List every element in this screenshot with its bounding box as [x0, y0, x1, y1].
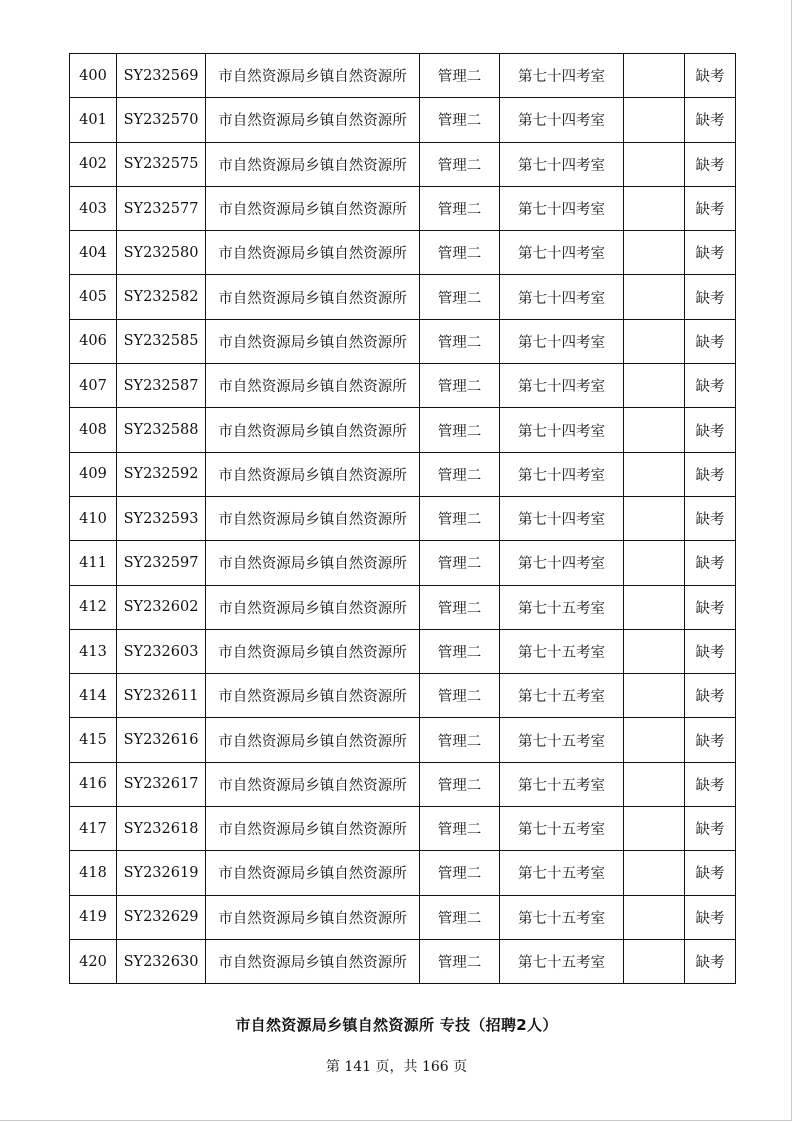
cell-employer-unit: 市自然资源局乡镇自然资源所 [206, 629, 420, 673]
cell-sequence-number: 406 [70, 319, 117, 363]
table-row [70, 718, 736, 762]
cell-remark: 缺考 [685, 408, 736, 452]
cell-exam-room: 第七十四考室 [500, 452, 624, 496]
cell-exam-room: 第七十五考室 [500, 939, 624, 983]
page-footer [0, 1056, 793, 1076]
cell-score [624, 674, 685, 718]
cell-score [624, 142, 685, 186]
cell-remark: 缺考 [685, 585, 736, 629]
cell-employer-unit: 市自然资源局乡镇自然资源所 [206, 319, 420, 363]
cell-employer-unit: 市自然资源局乡镇自然资源所 [206, 142, 420, 186]
cell-position: 管理二 [420, 541, 500, 585]
table-row [70, 142, 736, 186]
cell-score [624, 762, 685, 806]
cell-candidate-id: SY232616 [117, 718, 206, 762]
exam-roster-table [69, 53, 736, 984]
cell-candidate-id: SY232577 [117, 186, 206, 230]
cell-employer-unit: 市自然资源局乡镇自然资源所 [206, 408, 420, 452]
cell-employer-unit: 市自然资源局乡镇自然资源所 [206, 541, 420, 585]
cell-employer-unit: 市自然资源局乡镇自然资源所 [206, 231, 420, 275]
cell-score [624, 585, 685, 629]
cell-remark: 缺考 [685, 895, 736, 939]
cell-remark: 缺考 [685, 718, 736, 762]
cell-candidate-id: SY232588 [117, 408, 206, 452]
table-row [70, 319, 736, 363]
cell-score [624, 851, 685, 895]
cell-sequence-number: 404 [70, 231, 117, 275]
cell-position: 管理二 [420, 762, 500, 806]
cell-exam-room: 第七十四考室 [500, 364, 624, 408]
cell-remark: 缺考 [685, 939, 736, 983]
cell-score [624, 629, 685, 673]
cell-employer-unit: 市自然资源局乡镇自然资源所 [206, 275, 420, 319]
cell-exam-room: 第七十五考室 [500, 851, 624, 895]
table-row [70, 762, 736, 806]
cell-candidate-id: SY232569 [117, 54, 206, 98]
cell-position: 管理二 [420, 275, 500, 319]
footer-middle: 页，共 [375, 1059, 418, 1075]
current-page-number: 141 [344, 1059, 372, 1075]
cell-position: 管理二 [420, 408, 500, 452]
cell-remark: 缺考 [685, 674, 736, 718]
cell-candidate-id: SY232617 [117, 762, 206, 806]
cell-employer-unit: 市自然资源局乡镇自然资源所 [206, 496, 420, 540]
cell-sequence-number: 419 [70, 895, 117, 939]
cell-sequence-number: 414 [70, 674, 117, 718]
cell-exam-room: 第七十五考室 [500, 674, 624, 718]
cell-candidate-id: SY232587 [117, 364, 206, 408]
cell-candidate-id: SY232611 [117, 674, 206, 718]
cell-exam-room: 第七十四考室 [500, 408, 624, 452]
cell-remark: 缺考 [685, 364, 736, 408]
table-row [70, 98, 736, 142]
cell-exam-room: 第七十五考室 [500, 762, 624, 806]
cell-score [624, 319, 685, 363]
cell-candidate-id: SY232629 [117, 895, 206, 939]
cell-position: 管理二 [420, 142, 500, 186]
cell-candidate-id: SY232619 [117, 851, 206, 895]
table-row [70, 585, 736, 629]
cell-exam-room: 第七十四考室 [500, 54, 624, 98]
cell-employer-unit: 市自然资源局乡镇自然资源所 [206, 54, 420, 98]
cell-candidate-id: SY232570 [117, 98, 206, 142]
cell-employer-unit: 市自然资源局乡镇自然资源所 [206, 452, 420, 496]
cell-position: 管理二 [420, 807, 500, 851]
cell-employer-unit: 市自然资源局乡镇自然资源所 [206, 895, 420, 939]
cell-exam-room: 第七十四考室 [500, 142, 624, 186]
cell-position: 管理二 [420, 98, 500, 142]
cell-sequence-number: 420 [70, 939, 117, 983]
cell-employer-unit: 市自然资源局乡镇自然资源所 [206, 674, 420, 718]
table-row [70, 496, 736, 540]
table-row [70, 452, 736, 496]
cell-score [624, 54, 685, 98]
cell-score [624, 496, 685, 540]
cell-employer-unit: 市自然资源局乡镇自然资源所 [206, 851, 420, 895]
cell-score [624, 186, 685, 230]
cell-sequence-number: 405 [70, 275, 117, 319]
cell-sequence-number: 416 [70, 762, 117, 806]
cell-score [624, 939, 685, 983]
table-row [70, 851, 736, 895]
cell-score [624, 275, 685, 319]
cell-position: 管理二 [420, 186, 500, 230]
cell-exam-room: 第七十五考室 [500, 718, 624, 762]
cell-exam-room: 第七十四考室 [500, 275, 624, 319]
cell-sequence-number: 409 [70, 452, 117, 496]
cell-candidate-id: SY232582 [117, 275, 206, 319]
cell-remark: 缺考 [685, 807, 736, 851]
cell-score [624, 895, 685, 939]
cell-remark: 缺考 [685, 452, 736, 496]
cell-candidate-id: SY232593 [117, 496, 206, 540]
cell-employer-unit: 市自然资源局乡镇自然资源所 [206, 939, 420, 983]
cell-remark: 缺考 [685, 142, 736, 186]
cell-sequence-number: 411 [70, 541, 117, 585]
cell-employer-unit: 市自然资源局乡镇自然资源所 [206, 718, 420, 762]
cell-sequence-number: 415 [70, 718, 117, 762]
cell-remark: 缺考 [685, 231, 736, 275]
cell-position: 管理二 [420, 452, 500, 496]
cell-exam-room: 第七十五考室 [500, 585, 624, 629]
cell-position: 管理二 [420, 319, 500, 363]
cell-candidate-id: SY232575 [117, 142, 206, 186]
cell-sequence-number: 413 [70, 629, 117, 673]
cell-candidate-id: SY232597 [117, 541, 206, 585]
total-page-count: 166 [421, 1059, 449, 1075]
cell-exam-room: 第七十四考室 [500, 541, 624, 585]
cell-position: 管理二 [420, 718, 500, 762]
table-row [70, 895, 736, 939]
cell-exam-room: 第七十四考室 [500, 186, 624, 230]
cell-candidate-id: SY232630 [117, 939, 206, 983]
cell-sequence-number: 408 [70, 408, 117, 452]
cell-position: 管理二 [420, 851, 500, 895]
table-row [70, 939, 736, 983]
cell-exam-room: 第七十四考室 [500, 231, 624, 275]
footer-prefix: 第 [325, 1059, 340, 1075]
cell-sequence-number: 401 [70, 98, 117, 142]
cell-remark: 缺考 [685, 54, 736, 98]
cell-exam-room: 第七十四考室 [500, 98, 624, 142]
cell-position: 管理二 [420, 629, 500, 673]
cell-position: 管理二 [420, 496, 500, 540]
table-row [70, 674, 736, 718]
table-row [70, 186, 736, 230]
table-row [70, 275, 736, 319]
cell-remark: 缺考 [685, 319, 736, 363]
cell-exam-room: 第七十五考室 [500, 895, 624, 939]
cell-score [624, 718, 685, 762]
cell-score [624, 364, 685, 408]
cell-sequence-number: 417 [70, 807, 117, 851]
cell-remark: 缺考 [685, 541, 736, 585]
cell-score [624, 98, 685, 142]
cell-employer-unit: 市自然资源局乡镇自然资源所 [206, 98, 420, 142]
cell-candidate-id: SY232602 [117, 585, 206, 629]
cell-sequence-number: 400 [70, 54, 117, 98]
cell-exam-room: 第七十四考室 [500, 319, 624, 363]
cell-sequence-number: 410 [70, 496, 117, 540]
cell-exam-room: 第七十五考室 [500, 807, 624, 851]
cell-candidate-id: SY232580 [117, 231, 206, 275]
cell-remark: 缺考 [685, 186, 736, 230]
cell-remark: 缺考 [685, 762, 736, 806]
cell-sequence-number: 412 [70, 585, 117, 629]
cell-position: 管理二 [420, 585, 500, 629]
cell-sequence-number: 403 [70, 186, 117, 230]
cell-score [624, 452, 685, 496]
cell-remark: 缺考 [685, 851, 736, 895]
cell-score [624, 231, 685, 275]
cell-sequence-number: 407 [70, 364, 117, 408]
cell-candidate-id: SY232603 [117, 629, 206, 673]
roster-body [70, 54, 736, 984]
cell-sequence-number: 402 [70, 142, 117, 186]
footer-suffix: 页 [453, 1059, 468, 1075]
cell-position: 管理二 [420, 895, 500, 939]
cell-remark: 缺考 [685, 496, 736, 540]
table-row [70, 541, 736, 585]
cell-remark: 缺考 [685, 98, 736, 142]
cell-employer-unit: 市自然资源局乡镇自然资源所 [206, 186, 420, 230]
cell-position: 管理二 [420, 939, 500, 983]
table-row [70, 408, 736, 452]
cell-employer-unit: 市自然资源局乡镇自然资源所 [206, 364, 420, 408]
cell-position: 管理二 [420, 674, 500, 718]
cell-sequence-number: 418 [70, 851, 117, 895]
cell-exam-room: 第七十四考室 [500, 496, 624, 540]
cell-candidate-id: SY232585 [117, 319, 206, 363]
cell-position: 管理二 [420, 364, 500, 408]
cell-score [624, 807, 685, 851]
table-row [70, 629, 736, 673]
cell-position: 管理二 [420, 231, 500, 275]
table-row [70, 231, 736, 275]
table-row [70, 807, 736, 851]
section-title: 市自然资源局乡镇自然资源所 专技（招聘2人） [235, 1016, 558, 1034]
cell-candidate-id: SY232618 [117, 807, 206, 851]
cell-remark: 缺考 [685, 629, 736, 673]
cell-employer-unit: 市自然资源局乡镇自然资源所 [206, 762, 420, 806]
cell-candidate-id: SY232592 [117, 452, 206, 496]
table-row [70, 54, 736, 98]
cell-score [624, 541, 685, 585]
cell-exam-room: 第七十五考室 [500, 629, 624, 673]
cell-remark: 缺考 [685, 275, 736, 319]
cell-employer-unit: 市自然资源局乡镇自然资源所 [206, 807, 420, 851]
cell-employer-unit: 市自然资源局乡镇自然资源所 [206, 585, 420, 629]
table-row [70, 364, 736, 408]
cell-score [624, 408, 685, 452]
cell-position: 管理二 [420, 54, 500, 98]
